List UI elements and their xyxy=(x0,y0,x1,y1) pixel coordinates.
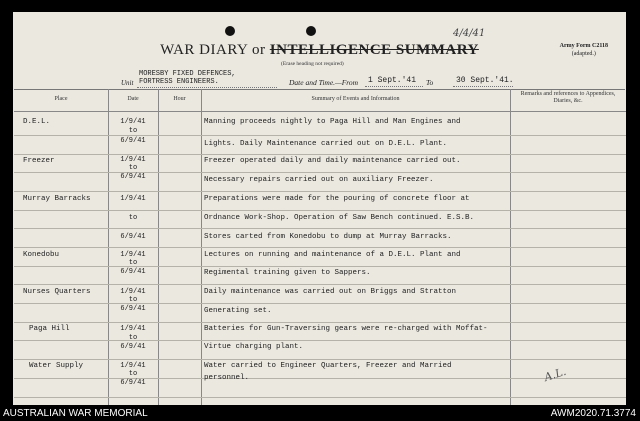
entry-summary-line: Virtue charging plant. xyxy=(204,343,304,351)
army-form-label xyxy=(560,42,608,58)
war-diary-sheet xyxy=(13,12,626,405)
header-remarks: Remarks and references to Appendices, Diaries, &c. xyxy=(520,91,616,104)
entry-date-to-word: to xyxy=(128,127,138,135)
unit-line-1: MORESBY FIXED DEFENCES, xyxy=(139,70,236,78)
entry-summary-line: Batteries for Gun-Traversing gears were re-charged with Moffat- xyxy=(204,325,488,333)
header-hour: Hour xyxy=(173,96,186,102)
date-from: 1 Sept.'41 xyxy=(368,76,417,85)
entry-date-to-word: to xyxy=(128,259,138,267)
header-date: Date xyxy=(127,96,139,102)
ruled-line xyxy=(14,359,626,360)
entry-place: Konedobu xyxy=(23,251,60,259)
entry-summary-line: Stores carted from Konedobu to dump at Murray Barracks. xyxy=(204,233,452,241)
ruled-line xyxy=(14,154,626,155)
entry-date-to-word: to xyxy=(128,164,138,172)
entry-summary-line: Freezer operated daily and daily maintenance carried out. xyxy=(204,157,461,165)
ruled-line xyxy=(14,266,626,267)
date-from-underline xyxy=(365,86,423,87)
header-summary: Summary of Events and Information xyxy=(311,96,400,102)
unit-name xyxy=(139,70,236,86)
entry-date-to-word: to xyxy=(128,334,138,342)
title-struck-summary: INTELLIGENCE SUMMARY xyxy=(269,42,479,58)
entry-summary-line: Generating set. xyxy=(204,307,272,315)
entry-date-from: 1/9/41 xyxy=(120,362,146,370)
entry-summary-line: personnel. xyxy=(204,374,250,382)
ruled-line xyxy=(14,135,626,136)
entry-date-to-word: to xyxy=(128,214,138,222)
entry-date-from: 1/9/41 xyxy=(120,156,146,164)
entry-place: D.E.L. xyxy=(23,118,51,126)
form-title xyxy=(13,42,626,59)
entry-date-to: 6/9/41 xyxy=(120,233,146,241)
entry-date-to: 6/9/41 xyxy=(120,268,146,276)
signature: A.L. xyxy=(542,364,568,385)
ruled-line xyxy=(14,322,626,323)
entry-summary-line: Ordnance Work-Shop. Operation of Saw Bench continued. E.S.B. xyxy=(204,214,475,222)
entry-date-from: 1/9/41 xyxy=(120,251,146,259)
entry-summary-line: Daily maintenance was carried out on Briggs and Stratton xyxy=(204,288,457,296)
ruled-line xyxy=(14,210,626,211)
ruled-line xyxy=(14,284,626,285)
entry-summary-line: Lights. Daily Maintenance carried out on D.E.L. Plant. xyxy=(204,140,448,148)
entry-date-from: 1/9/41 xyxy=(120,118,146,126)
ruled-line xyxy=(14,397,626,398)
entry-date-to: 6/9/41 xyxy=(120,173,146,181)
entry-date-to: 6/9/41 xyxy=(120,343,146,351)
entry-date-from: 1/9/41 xyxy=(120,325,146,333)
army-form-number: Army Form C2118 xyxy=(559,43,608,49)
entry-summary-line: Regimental training given to Sappers. xyxy=(204,269,371,277)
title-war-diary: WAR DIARY or xyxy=(160,42,270,58)
punch-hole xyxy=(225,26,235,36)
entry-date-from: 1/9/41 xyxy=(120,288,146,296)
handwritten-date: 4/4/41 xyxy=(453,28,486,39)
header-place: Place xyxy=(54,96,68,102)
entry-date-to-word: to xyxy=(128,370,138,378)
army-form-adapted: (adapted.) xyxy=(571,51,596,57)
to-label: To xyxy=(426,78,434,87)
ruled-line xyxy=(14,172,626,173)
date-label: Date and Time.—From xyxy=(289,78,359,87)
unit-line-2: FORTRESS ENGINEERS. xyxy=(139,78,219,86)
unit-underline xyxy=(137,87,277,88)
entry-date-to-word: to xyxy=(128,296,138,304)
ruled-line xyxy=(14,191,626,192)
header-rule xyxy=(14,111,626,112)
date-to: 30 Sept.'41. xyxy=(456,76,514,85)
entry-place: Paga Hill xyxy=(29,325,70,333)
ruled-line xyxy=(14,340,626,341)
entry-summary-line: Water carried to Engineer Quarters, Freezer and Married xyxy=(204,362,452,370)
entry-place: Water Supply xyxy=(29,362,84,370)
footer-institution: AUSTRALIAN WAR MEMORIAL xyxy=(3,408,148,419)
ruled-line xyxy=(14,303,626,304)
punch-hole xyxy=(306,26,316,36)
entry-summary-line: Manning proceeds nightly to Paga Hill and Man Engines and xyxy=(204,118,461,126)
erase-note: (Erase heading not required) xyxy=(281,61,344,67)
entry-date-from: 1/9/41 xyxy=(120,195,146,203)
unit-label: Unit xyxy=(121,79,134,87)
ruled-line xyxy=(14,247,626,248)
entry-place: Nurses Quarters xyxy=(23,288,91,296)
entry-summary-line: Lectures on running and maintenance of a D.E.L. Plant and xyxy=(204,251,461,259)
entry-place: Freezer xyxy=(23,157,55,165)
entry-place: Murray Barracks xyxy=(23,195,91,203)
entry-date-to: 6/9/41 xyxy=(120,379,146,387)
date-to-underline xyxy=(453,86,513,87)
entry-summary-line: Preparations were made for the pouring of concrete floor at xyxy=(204,195,470,203)
entry-summary-line: Necessary repairs carried out on auxiliary Freezer. xyxy=(204,176,434,184)
ruled-line xyxy=(14,378,626,379)
ruled-line xyxy=(14,228,626,229)
entry-date-to: 6/9/41 xyxy=(120,305,146,313)
footer-accession-number: AWM2020.71.3774 xyxy=(550,408,636,419)
entry-date-to: 6/9/41 xyxy=(120,137,146,145)
